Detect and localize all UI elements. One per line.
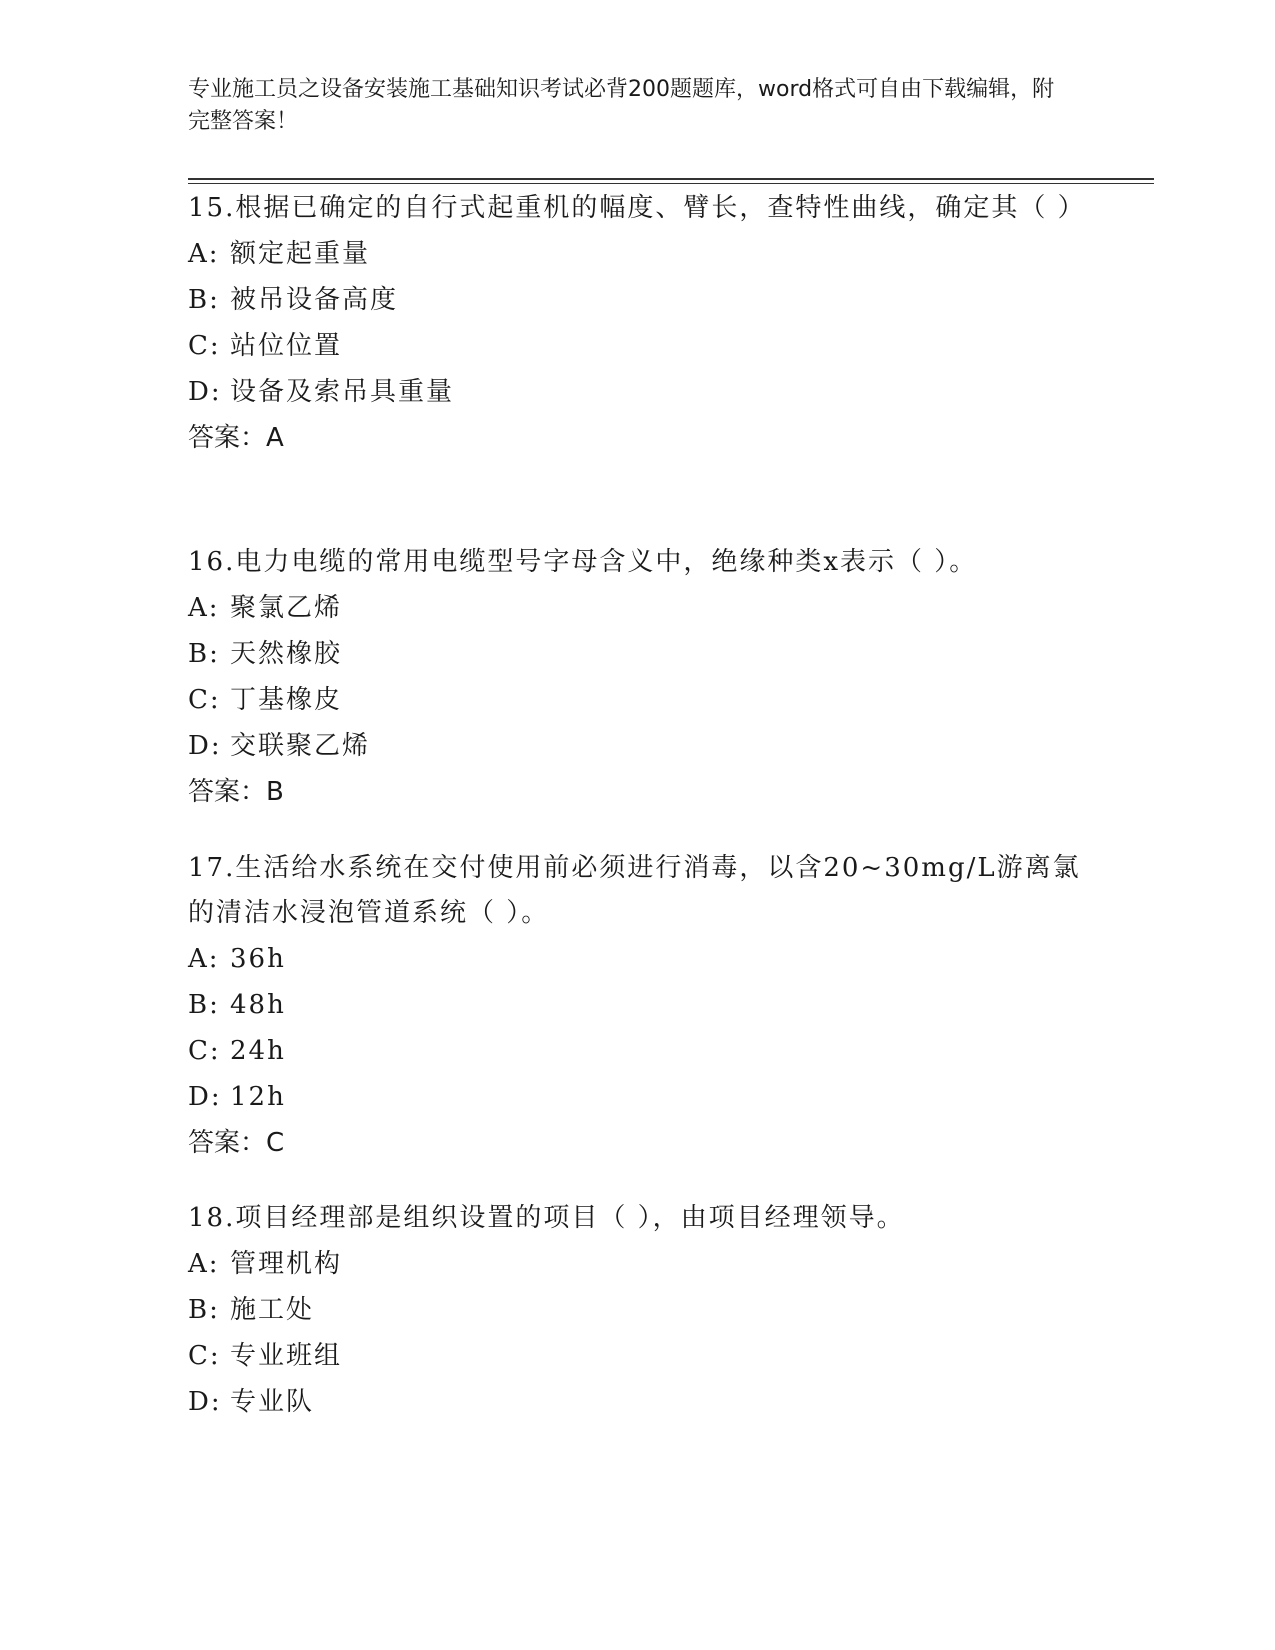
question-15 <box>188 186 1088 461</box>
option-text: 48h <box>230 990 286 1020</box>
option-text: 专业队 <box>230 1387 315 1417</box>
option-letter: D: <box>188 1387 222 1417</box>
option-a <box>188 936 1088 982</box>
option-text: 12h <box>230 1082 286 1112</box>
question-stem: 18.项目经理部是组织设置的项目（ ），由项目经理领导。 <box>188 1203 905 1233</box>
option-c <box>188 677 1088 723</box>
option-text: 站位位置 <box>230 331 343 361</box>
option-c <box>188 1333 1088 1379</box>
option-text: 管理机构 <box>230 1249 343 1279</box>
option-text: 36h <box>230 944 286 974</box>
option-d <box>188 1379 1088 1425</box>
answer-line: 答案：C <box>188 1128 285 1158</box>
option-letter: B: <box>188 639 220 669</box>
option-letter: A: <box>188 239 220 269</box>
option-text: 24h <box>230 1036 286 1066</box>
question-stem: 15.根据已确定的自行式起重机的幅度、臂长，查特性曲线，确定其（ ） <box>188 193 1086 223</box>
question-stem: 17.生活给水系统在交付使用前必须进行消毒，以含20~30mg/L游离氯的清洁水浸泡管道系统（ ）。 <box>188 853 1081 928</box>
option-letter: A: <box>188 593 220 623</box>
option-d <box>188 723 1088 769</box>
option-c <box>188 323 1088 369</box>
option-b <box>188 277 1088 323</box>
option-text: 丁基橡皮 <box>230 685 343 715</box>
option-text: 额定起重量 <box>230 239 371 269</box>
option-b <box>188 631 1088 677</box>
header-rule-thin <box>188 183 1154 184</box>
option-text: 被吊设备高度 <box>230 285 399 315</box>
question-17 <box>188 846 1088 1166</box>
option-letter: D: <box>188 377 222 407</box>
option-text: 设备及索吊具重量 <box>230 377 455 407</box>
option-letter: B: <box>188 1295 220 1325</box>
option-letter: C: <box>188 685 221 715</box>
option-text: 聚氯乙烯 <box>230 593 343 623</box>
option-a <box>188 231 1088 277</box>
option-d <box>188 1074 1088 1120</box>
option-letter: A: <box>188 1249 220 1279</box>
option-b <box>188 1287 1088 1333</box>
question-stem: 16.电力电缆的常用电缆型号字母含义中，绝缘种类x表示（ ）。 <box>188 547 978 577</box>
option-letter: C: <box>188 331 221 361</box>
option-letter: B: <box>188 990 220 1020</box>
option-text: 交联聚乙烯 <box>230 731 371 761</box>
question-18 <box>188 1196 1088 1425</box>
document-header: 专业施工员之设备安装施工基础知识考试必背200题题库，word格式可自由下载编辑，附完整答案！ <box>188 77 1055 134</box>
option-letter: A: <box>188 944 220 974</box>
option-text: 施工处 <box>230 1295 315 1325</box>
option-a <box>188 1241 1088 1287</box>
option-a <box>188 585 1088 631</box>
option-b <box>188 982 1088 1028</box>
option-letter: D: <box>188 1082 222 1112</box>
option-d <box>188 369 1088 415</box>
option-c <box>188 1028 1088 1074</box>
option-letter: D: <box>188 731 222 761</box>
option-letter: C: <box>188 1341 221 1371</box>
answer-line: 答案：B <box>188 777 284 807</box>
option-text: 专业班组 <box>230 1341 343 1371</box>
option-letter: B: <box>188 285 220 315</box>
question-16 <box>188 540 1088 815</box>
header-rule <box>188 178 1154 180</box>
option-letter: C: <box>188 1036 221 1066</box>
option-text: 天然橡胶 <box>230 639 343 669</box>
answer-line: 答案：A <box>188 423 284 453</box>
